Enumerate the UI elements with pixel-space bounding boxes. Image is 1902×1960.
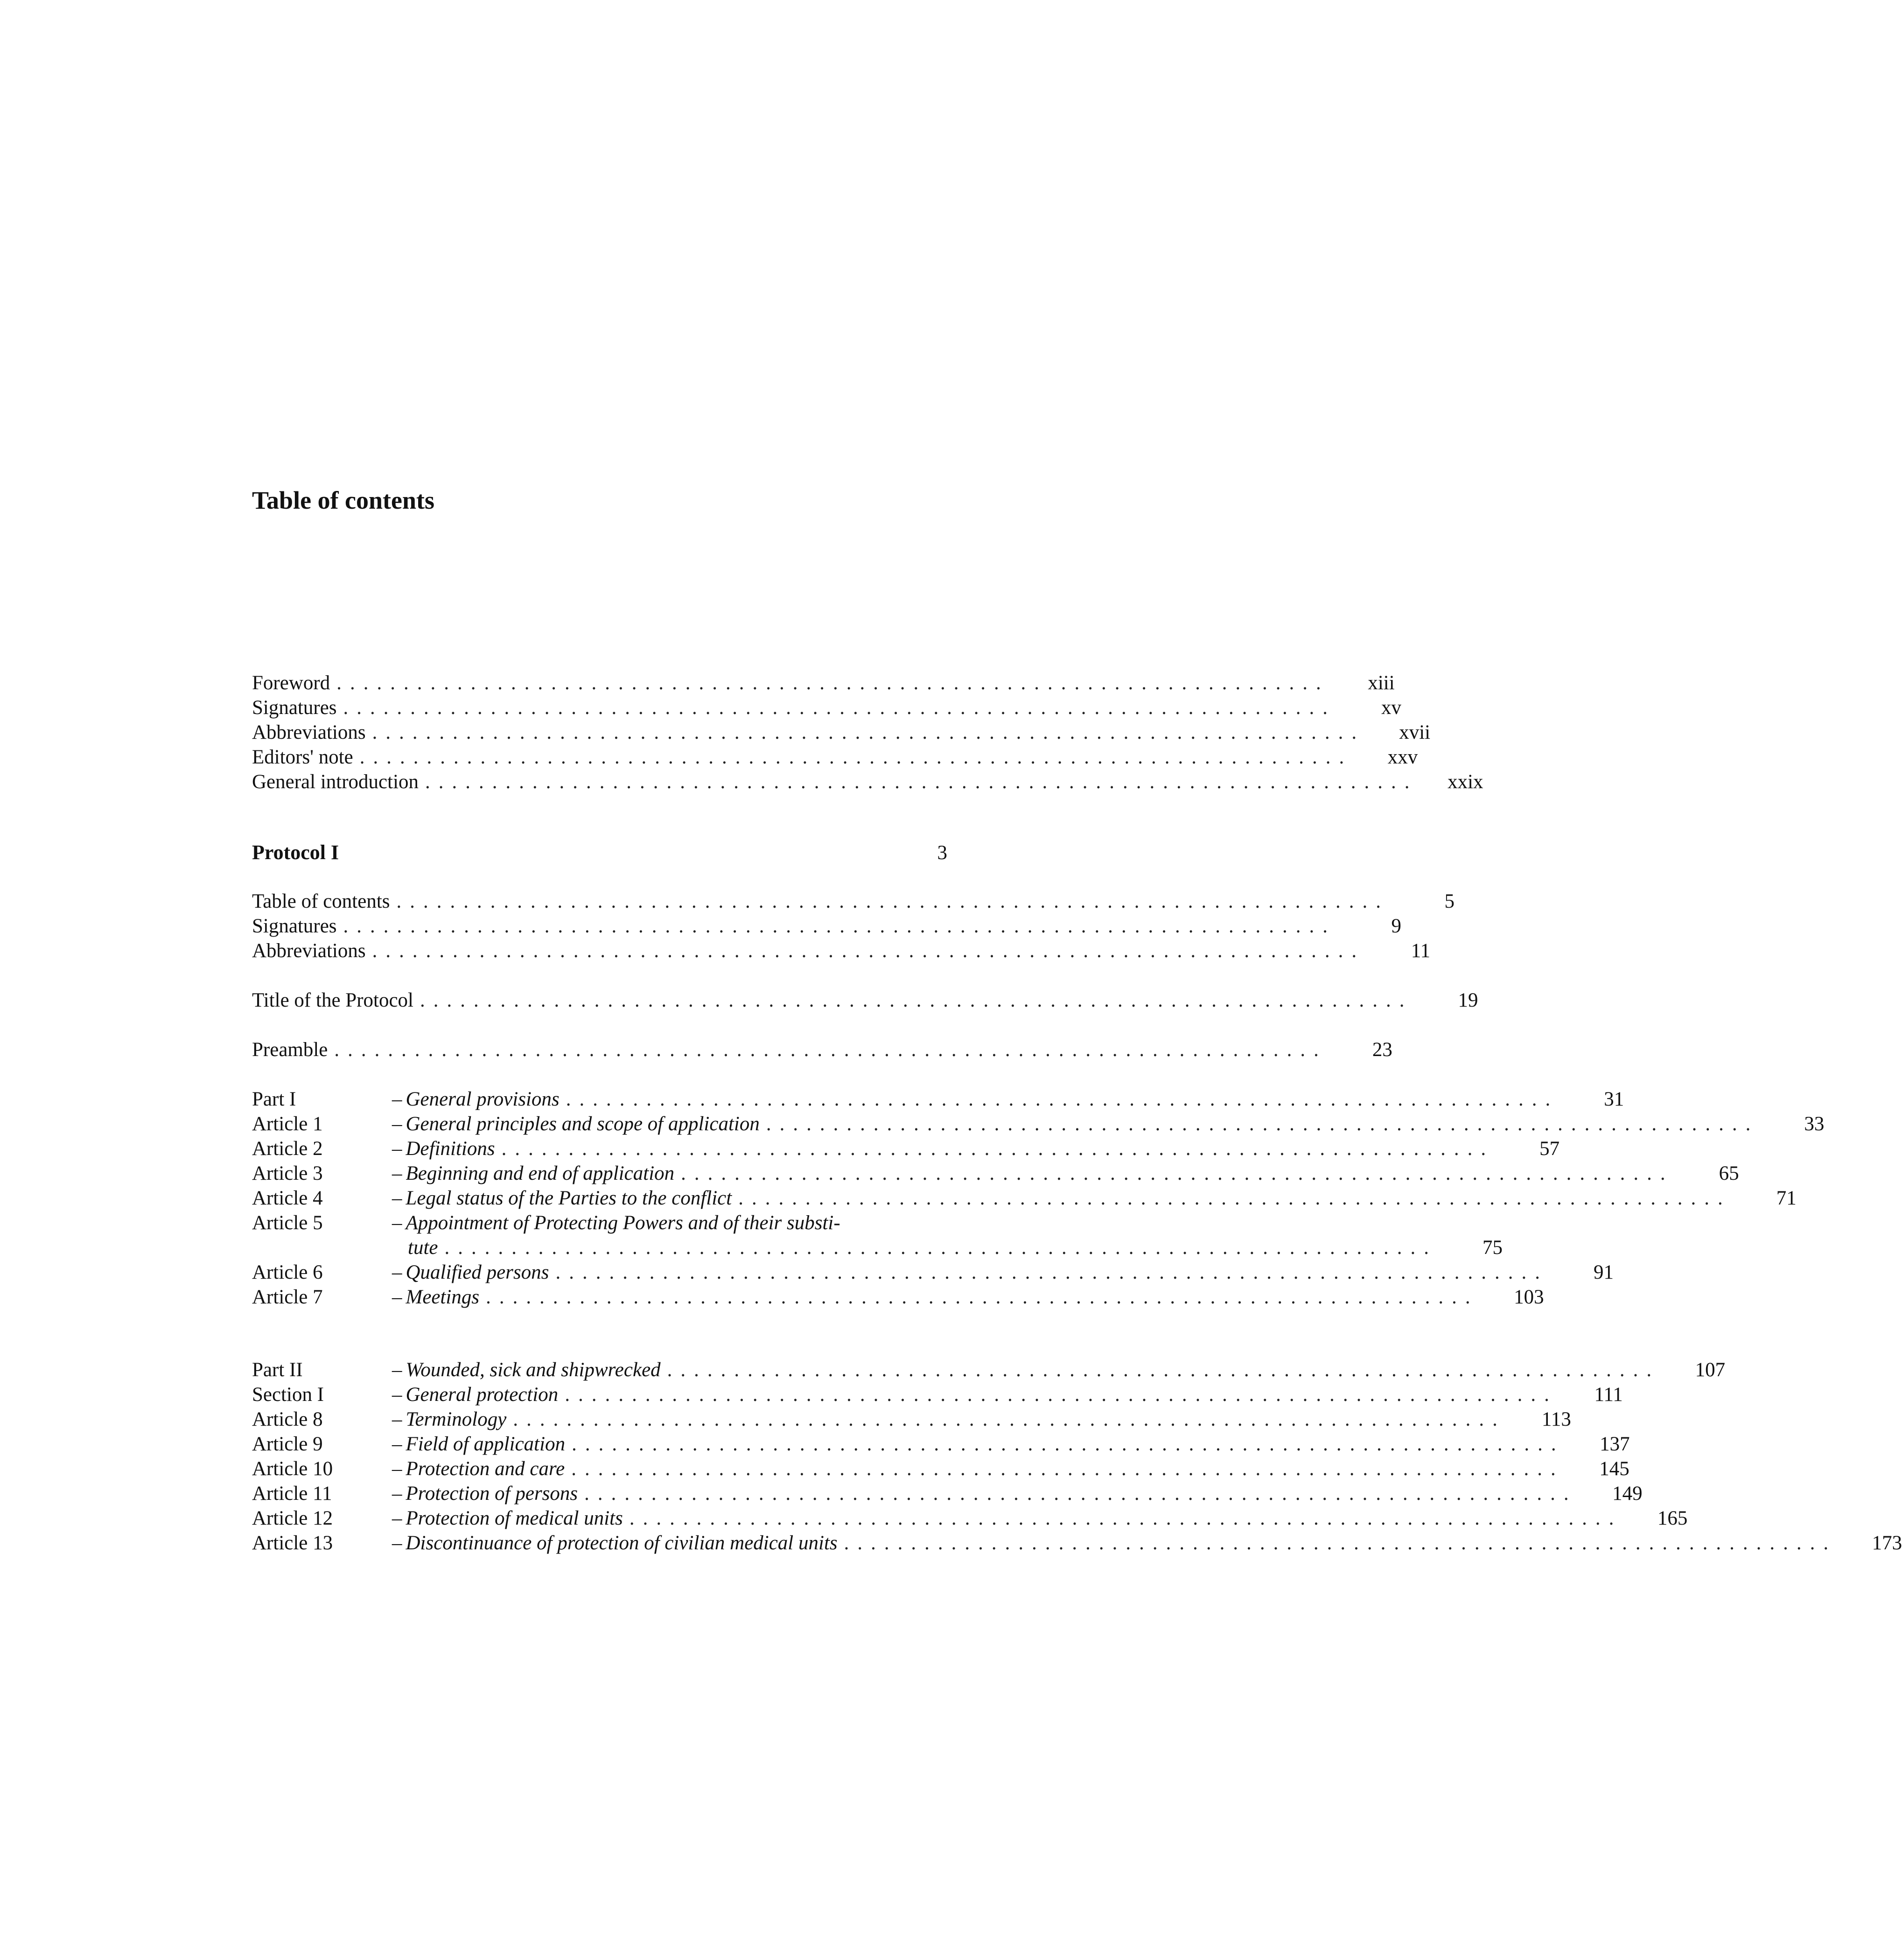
toc-entry-page: 5 xyxy=(1389,889,1454,914)
toc-entry-article-3[interactable] xyxy=(252,1161,1739,1186)
toc-entry-dash: – xyxy=(392,1359,402,1381)
toc-entry-page: 111 xyxy=(1558,1382,1623,1407)
toc-entry-ref: Article 4 xyxy=(252,1187,323,1209)
toc-entry-title: General provisions xyxy=(406,1087,566,1112)
toc-entry-page: xiii xyxy=(1329,671,1395,695)
toc-entry-dash: – xyxy=(392,1261,402,1283)
toc-entry-page: 113 xyxy=(1506,1407,1571,1432)
toc-entry-title: General principles and scope of application xyxy=(406,1112,766,1136)
toc-entry-preamble[interactable] xyxy=(252,1037,1392,1062)
dot-leader: .......................................................................... xyxy=(667,1359,1660,1381)
dot-leader: .......................................................................... xyxy=(372,940,1365,962)
title-protocol-block xyxy=(252,988,1478,1013)
toc-entry-ref: Article 13 xyxy=(252,1532,333,1554)
dot-leader: .......................................................................... xyxy=(359,746,1353,768)
toc-entry-dash: – xyxy=(392,1408,402,1430)
toc-entry-title: Meetings xyxy=(406,1285,486,1309)
toc-entry-dash: – xyxy=(392,1433,402,1455)
toc-entry-page: xxv xyxy=(1352,745,1418,770)
protocol-heading-row[interactable] xyxy=(252,840,947,865)
part-1-list xyxy=(252,1087,1825,1309)
toc-entry-article-1[interactable] xyxy=(252,1112,1825,1136)
dot-leader: .......................................................................... xyxy=(766,1113,1759,1135)
toc-entry-page: xxix xyxy=(1418,770,1483,794)
toc-entry-dash: – xyxy=(392,1113,402,1135)
dot-leader: .......................................................................... xyxy=(572,1433,1565,1455)
toc-entry-dash: – xyxy=(392,1138,402,1160)
toc-entry-abbreviations[interactable] xyxy=(252,720,1431,745)
toc-entry-ref: Article 8 xyxy=(252,1408,323,1430)
dot-leader: .......................................................................... xyxy=(555,1261,1548,1283)
toc-entry-ref: Article 11 xyxy=(252,1483,332,1505)
toc-entry-part-2[interactable] xyxy=(252,1358,1726,1382)
toc-entry-ref: Article 10 xyxy=(252,1458,333,1480)
toc-entry-article-4[interactable] xyxy=(252,1186,1797,1211)
dot-leader: .......................................................................... xyxy=(844,1532,1837,1554)
toc-entry-general-introduction[interactable] xyxy=(252,770,1483,794)
toc-entry-ref: Article 12 xyxy=(252,1507,333,1529)
toc-entry-title: Definitions xyxy=(406,1136,502,1161)
toc-entry-article-5-continued[interactable] xyxy=(252,1235,1503,1260)
protocol-front-list xyxy=(252,889,1454,963)
dot-leader: .......................................................................... xyxy=(566,1088,1559,1110)
toc-entry-title: Terminology xyxy=(406,1407,513,1432)
toc-entry-abbreviations[interactable] xyxy=(252,938,1431,963)
toc-entry-ref: Section I xyxy=(252,1384,324,1406)
toc-entry-article-2[interactable] xyxy=(252,1136,1560,1161)
toc-entry-title: Protection and care xyxy=(406,1456,572,1481)
dot-leader: .......................................................................... xyxy=(425,771,1418,793)
toc-entry-article-5[interactable] xyxy=(252,1211,947,1235)
toc-entry-title: Protection of medical units xyxy=(406,1506,629,1531)
toc-entry-ref: Article 2 xyxy=(252,1138,323,1160)
toc-entry-title-line-1: Appointment of Protecting Powers and of their substi- xyxy=(406,1212,840,1234)
dot-leader: .......................................................................... xyxy=(420,989,1413,1011)
protocol-title: Protocol I xyxy=(252,840,882,865)
toc-entry-page: 31 xyxy=(1559,1087,1624,1112)
toc-entry-dash: – xyxy=(392,1187,402,1209)
toc-entry-page: 19 xyxy=(1413,988,1478,1013)
toc-entry-ref: Article 6 xyxy=(252,1261,323,1283)
toc-entry-page: 23 xyxy=(1327,1037,1392,1062)
dot-leader: .......................................................................... xyxy=(513,1408,1506,1430)
dot-leader: .......................................................................... xyxy=(334,1039,1327,1061)
toc-entry-title: Beginning and end of application xyxy=(406,1161,681,1186)
toc-entry-label: Abbreviations xyxy=(252,938,372,963)
toc-entry-part-1[interactable] xyxy=(252,1087,1624,1112)
toc-entry-page: 173 xyxy=(1837,1531,1902,1555)
toc-entry-editors-note[interactable] xyxy=(252,745,1418,770)
toc-entry-title-of-protocol[interactable] xyxy=(252,988,1478,1013)
toc-entry-dash: – xyxy=(392,1483,402,1505)
toc-entry-label: Title of the Protocol xyxy=(252,988,420,1013)
toc-entry-ref: Part I xyxy=(252,1088,296,1110)
toc-entry-title: General protection xyxy=(406,1382,565,1407)
toc-entry-title: Wounded, sick and shipwrecked xyxy=(406,1358,667,1382)
toc-entry-dash: – xyxy=(392,1088,402,1110)
toc-entry-page: xvii xyxy=(1365,720,1430,745)
toc-entry-signatures[interactable] xyxy=(252,914,1402,938)
toc-entry-article-7[interactable] xyxy=(252,1285,1544,1309)
toc-entry-article-6[interactable] xyxy=(252,1260,1614,1285)
dot-leader: .......................................................................... xyxy=(396,890,1389,912)
toc-entry-article-8[interactable] xyxy=(252,1407,1571,1432)
toc-entry-title-line-2: tute xyxy=(408,1235,444,1260)
toc-entry-label: Table of contents xyxy=(252,889,397,914)
toc-entry-label: Preamble xyxy=(252,1037,334,1062)
protocol-heading xyxy=(252,840,947,865)
dot-leader: .......................................................................... xyxy=(501,1138,1495,1160)
dot-leader: .......................................................................... xyxy=(343,697,1336,719)
toc-entry-label: Editors' note xyxy=(252,745,360,770)
toc-entry-ref: Part II xyxy=(252,1359,303,1381)
toc-entry-foreword[interactable] xyxy=(252,671,1395,695)
dot-leader: .......................................................................... xyxy=(372,721,1365,743)
toc-entry-page: 57 xyxy=(1494,1136,1559,1161)
toc-entry-page: 91 xyxy=(1548,1260,1614,1285)
toc-entry-article-13[interactable] xyxy=(252,1531,1902,1555)
toc-entry-page: 33 xyxy=(1759,1112,1824,1136)
toc-entry-page: 75 xyxy=(1437,1235,1503,1260)
toc-entry-label: Signatures xyxy=(252,695,343,720)
toc-entry-section-1[interactable] xyxy=(252,1382,1623,1407)
dot-leader: .......................................................................... xyxy=(486,1286,1479,1308)
toc-entry-page: 149 xyxy=(1577,1481,1643,1506)
toc-entry-page: 71 xyxy=(1731,1186,1797,1211)
toc-entry-title: Discontinuance of protection of civilian medical units xyxy=(406,1531,844,1555)
toc-entry-article-11[interactable] xyxy=(252,1481,1643,1506)
toc-entry-dash: – xyxy=(392,1384,402,1406)
dot-leader: .......................................................................... xyxy=(444,1237,1437,1259)
toc-entry-ref: Article 7 xyxy=(252,1286,323,1308)
toc-entry-title: Qualified persons xyxy=(406,1260,556,1285)
dot-leader: .......................................................................... xyxy=(681,1162,1674,1184)
dot-leader: .......................................................................... xyxy=(343,915,1336,937)
page-title: Table of contents xyxy=(252,486,435,514)
toc-entry-label: Signatures xyxy=(252,914,343,938)
toc-entry-page: 107 xyxy=(1660,1358,1725,1382)
dot-leader: .......................................................................... xyxy=(565,1384,1558,1406)
toc-entry-ref: Article 5 xyxy=(252,1212,323,1234)
toc-entry-page: 65 xyxy=(1674,1161,1739,1186)
toc-entry-page: 9 xyxy=(1336,914,1401,938)
toc-entry-page: 103 xyxy=(1479,1285,1544,1309)
dot-leader: .......................................................................... xyxy=(584,1483,1577,1505)
toc-entry-page: xv xyxy=(1336,695,1401,720)
toc-entry-dash: – xyxy=(392,1212,402,1234)
toc-entry-title: Protection of persons xyxy=(406,1481,585,1506)
toc-entry-label: General introduction xyxy=(252,770,425,794)
toc-entry-ref: Article 1 xyxy=(252,1113,323,1135)
toc-entry-page: 165 xyxy=(1622,1506,1687,1531)
toc-entry-ref: Article 9 xyxy=(252,1433,323,1455)
toc-entry-dash: – xyxy=(392,1532,402,1554)
toc-entry-signatures[interactable] xyxy=(252,695,1402,720)
toc-entry-page: 137 xyxy=(1565,1432,1630,1456)
dot-leader: .......................................................................... xyxy=(738,1187,1731,1209)
toc-entry-table-of-contents[interactable] xyxy=(252,889,1454,914)
toc-entry-article-9[interactable] xyxy=(252,1432,1630,1456)
toc-entry-title: Legal status of the Parties to the conflict xyxy=(406,1186,739,1211)
preamble-block xyxy=(252,1037,1392,1062)
toc-entry-dash: – xyxy=(392,1162,402,1184)
toc-entry-article-10[interactable] xyxy=(252,1456,1629,1481)
dot-leader: .......................................................................... xyxy=(336,672,1329,694)
dot-leader: .......................................................................... xyxy=(571,1458,1564,1480)
toc-entry-ref: Article 3 xyxy=(252,1162,323,1184)
toc-entry-label: Abbreviations xyxy=(252,720,372,745)
toc-entry-label: Foreword xyxy=(252,671,336,695)
front-matter-list xyxy=(252,671,1483,794)
toc-entry-dash: – xyxy=(392,1286,402,1308)
toc-entry-dash: – xyxy=(392,1507,402,1529)
toc-entry-page: 145 xyxy=(1564,1456,1629,1481)
dot-leader: .......................................................................... xyxy=(629,1507,1622,1529)
toc-entry-title: Field of application xyxy=(406,1432,572,1456)
toc-entry-dash: – xyxy=(392,1458,402,1480)
toc-entry-page: 11 xyxy=(1365,938,1430,963)
part-2-list xyxy=(252,1358,1902,1555)
toc-entry-article-12[interactable] xyxy=(252,1506,1688,1531)
protocol-page: 3 xyxy=(882,840,947,865)
